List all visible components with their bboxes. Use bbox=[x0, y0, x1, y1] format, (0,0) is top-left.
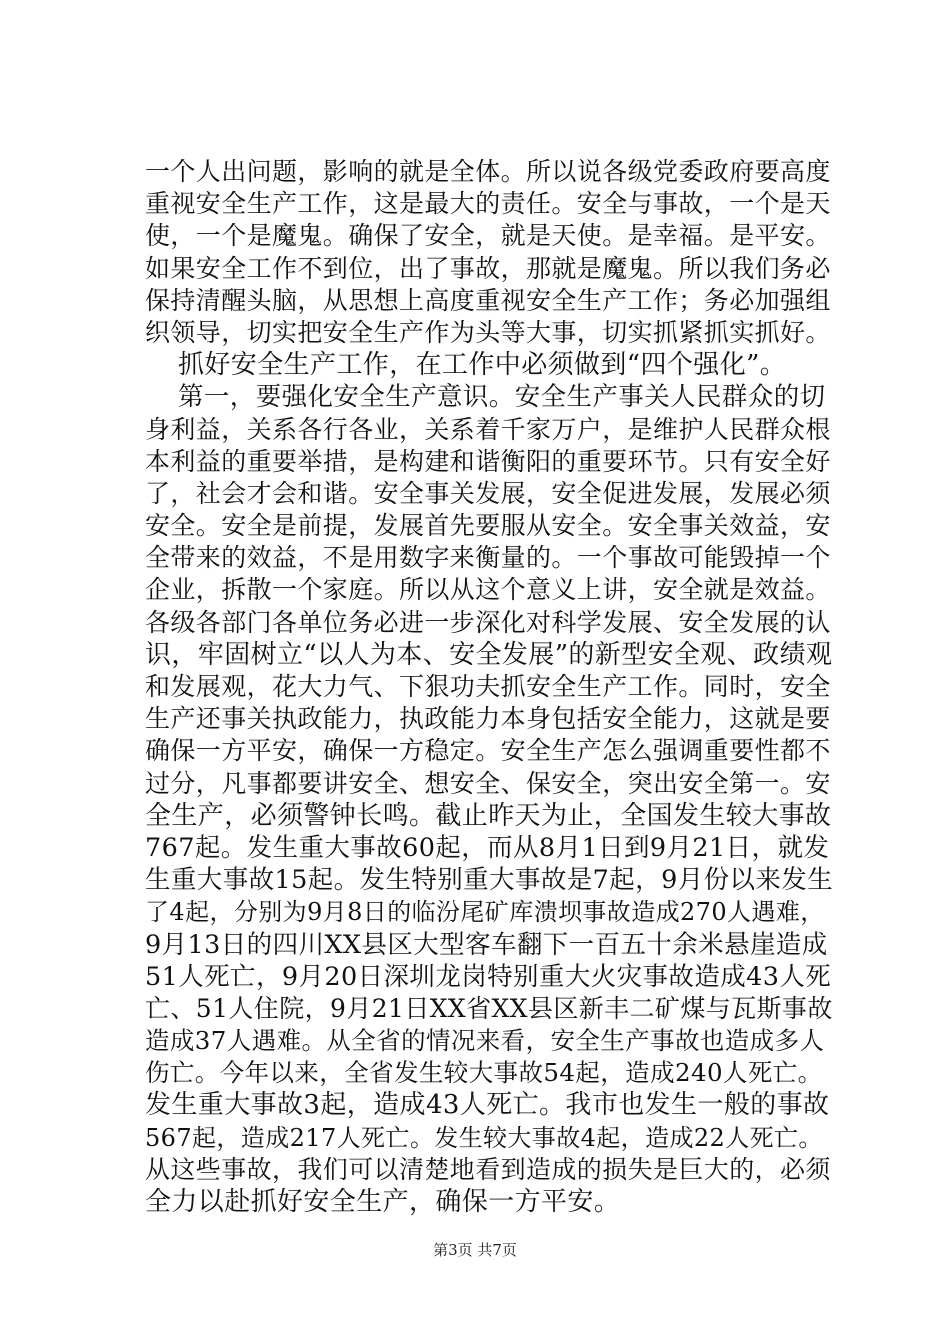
text-line: 了，社会才会和谐。安全事关发展，安全促进发展，发展必须 bbox=[145, 478, 831, 508]
text-line: 抓好安全生产工作，在工作中必须做到“四个强化”。 bbox=[178, 350, 787, 381]
text-line: 过分，凡事都要讲安全、想安全、保安全，突出安全第一。安 bbox=[145, 768, 831, 798]
text-line: 各级各部门各单位务必进一步深化对科学发展、安全发展的认 bbox=[145, 607, 831, 637]
text-line: 和发展观，花大力气、下狠功夫抓安全生产工作。同时，安全 bbox=[145, 672, 831, 701]
text-line: 本利益的重要举措，是构建和谐衡阳的重要环节。只有安全好 bbox=[145, 446, 831, 476]
text-line: 767起。发生重大事故60起，而从8月1日到9月21日，就发 bbox=[145, 832, 830, 863]
body-text bbox=[145, 156, 835, 1218]
text-line: 了4起，分别为9月8日的临汾尾矿库溃坝事故造成270人遇难， bbox=[145, 898, 825, 927]
text-line: 如果安全工作不到位，出了事故，那就是魔鬼。所以我们务必 bbox=[145, 253, 831, 283]
text-line: 9月13日的四川XX县区大型客车翻下一百五十余米悬崖造成 bbox=[145, 929, 828, 960]
text-line: 全带来的效益，不是用数字来衡量的。一个事故可能毁掉一个 bbox=[145, 543, 831, 573]
text-line: 51人死亡，9月20日深圳龙岗特别重大火灾事故造成43人死 bbox=[145, 961, 832, 992]
text-line: 造成37人遇难。从全省的情况来看，安全生产事故也造成多人 bbox=[145, 1026, 825, 1056]
text-line: 从这些事故，我们可以清楚地看到造成的损失是巨大的，必须 bbox=[145, 1154, 831, 1184]
text-line: 织领导，切实把安全生产作为头等大事，切实抓紧抓实抓好。 bbox=[145, 317, 831, 347]
text-line: 身利益，关系各行各业，关系着千家万户，是维护人民群众根 bbox=[145, 414, 831, 444]
text-line: 企业，拆散一个家庭。所以从这个意义上讲，安全就是效益。 bbox=[145, 575, 831, 605]
text-line: 使，一个是魔鬼。确保了安全，就是天使。是幸福。是平安。 bbox=[145, 221, 831, 251]
text-line: 第一，要强化安全生产意识。安全生产事关人民群众的切 bbox=[178, 382, 826, 413]
text-line: 发生重大事故3起，造成43人死亡。我市也发生一般的事故 bbox=[145, 1090, 830, 1121]
text-line: 伤亡。今年以来，全省发生较大事故54起，造成240人死亡。 bbox=[145, 1058, 823, 1088]
text-line: 保持清醒头脑，从思想上高度重视安全生产工作；务必加强组 bbox=[145, 285, 831, 315]
text-line: 安全。安全是前提，发展首先要服从安全。安全事关效益，安 bbox=[145, 511, 831, 541]
text-line: 生重大事故15起。发生特别重大事故是7起，9月份以来发生 bbox=[145, 865, 834, 896]
text-line: 识，牢固树立“以人为本、安全发展”的新型安全观、政绩观 bbox=[145, 639, 833, 670]
text-line: 全生产，必须警钟长鸣。截止昨天为止，全国发生较大事故 bbox=[145, 800, 832, 831]
text-line: 重视安全生产工作，这是最大的责任。安全与事故，一个是天 bbox=[145, 189, 831, 219]
text-line: 生产还事关执政能力，执政能力本身包括安全能力，这就是要 bbox=[145, 704, 831, 734]
text-line: 567起，造成217人死亡。发生较大事故4起，造成22人死亡。 bbox=[145, 1123, 823, 1152]
text-line: 亡、51人住院，9月21日XX省XX县区新丰二矿煤与瓦斯事故 bbox=[145, 993, 833, 1023]
text-line: 确保一方平安，确保一方稳定。安全生产怎么强调重要性都不 bbox=[145, 736, 831, 766]
text-line: 一个人出问题，影响的就是全体。所以说各级党委政府要高度 bbox=[145, 157, 831, 186]
page-number-footer: 第3页 共7页 bbox=[433, 1241, 517, 1259]
text-line: 全力以赴抓好安全生产，确保一方平安。 bbox=[145, 1187, 621, 1217]
